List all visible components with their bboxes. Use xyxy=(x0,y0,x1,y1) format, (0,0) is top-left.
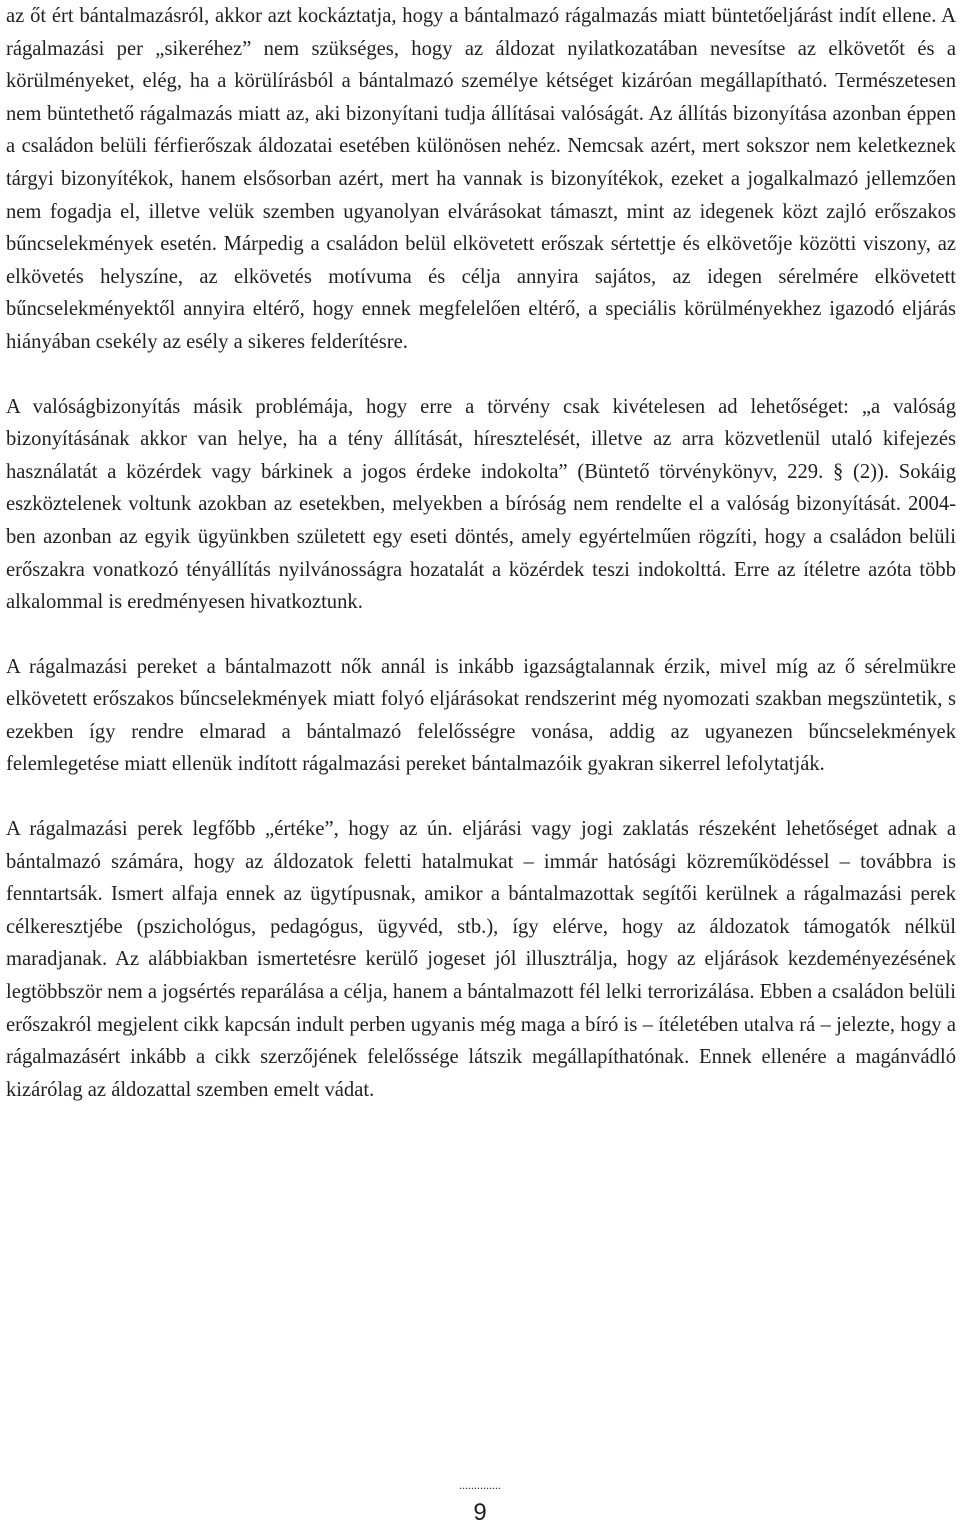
paragraph-2: A valóságbizonyítás másik problémája, hogy erre a törvény csak kivételesen ad lehetőséget: „a valóság bizonyításának akkor van helye, ha a tény állítását, híresztelését, illetve az arra közvetlenül utaló kifejezés használatát a közérdek vagy bárkinek a jogos érdeke indokolta” (Büntető törvénykönyv, 229. § (2)). Sokáig eszköztelenek voltunk azokban az esetekben, melyekben a bíróság nem rendelte el a valóság bizonyítását. 2004-ben azonban az egyik ügyünkben született egy eseti döntés, amely egyértelműen rögzíti, hogy a családon belüli erőszakra vonatkozó tényállítás nyilvánosságra hozatalát a közérdek teszi indokolttá. Erre az ítéletre azóta több alkalommal is eredményesen hivatkoztunk. xyxy=(6,395,956,614)
paragraph-4: A rágalmazási perek legfőbb „értéke”, hogy az ún. eljárási vagy jogi zaklatás részeként lehetőséget adnak a bántalmazó számára, hogy az áldozatok feletti hatalmukat – immár hatósági közreműködéssel – továbbra is fenntartsák. Ismert alfaja ennek az ügytípusnak, amikor a bántalmazottak segítői kerülnek a rágalmazási perek célkeresztjébe (pszichológus, pedagógus, ügyvéd, stb.), így elérve, hogy az áldozatok támogatók nélkül maradjanak. Az alábbiakban ismertetésre kerülő jogeset jól illusztrálja, hogy az eljárások kezdeményezésének legtöbbször nem a jogsértés reparálása a célja, hanem a bántalmazott fél lelki terrorizálása. Ebben a családon belüli erőszakról megjelent cikk kapcsán indult perben ugyanis még maga a bíró is – ítéletében utalva rá – jelezte, hogy a rágalmazásért inkább a cikk szerzőjének felelőssége látszik megállapíthatónak. Ennek ellenére a magánvádló kizárólag az áldozattal szemben emelt vádat. xyxy=(6,818,956,1101)
paragraph-1: az őt ért bántalmazásról, akkor azt kockáztatja, hogy a bántalmazó rágalmazás miatt büntetőeljárást indít ellene. A rágalmazási per „sikeréhez” nem szükséges, hogy az áldozat nyilatkozatában nevesítse az elkövetőt és a körülményeket, elég, ha a körülírásból a bántalmazó személye kétséget kizáróan megállapítható. Természetesen nem büntethető rágalmazás miatt az, aki bizonyítani tudja állításai valóságát. Az állítás bizonyítása azonban éppen a családon belüli férfierőszak áldozatai esetében különösen nehéz. Nemcsak azért, mert sokszor nem keletkeznek tárgyi bizonyítékok, hanem elsősorban azért, mert ha vannak is bizonyítékok, ezeket a jogalkalmazó jellemzően nem fogadja el, illetve velük szemben ugyanolyan elvárásokat támaszt, mint az idegenek közt zajló erőszakos bűncselekmények esetén. Márpedig a családon belül elkövetett erőszak sértettje és elkövetője közötti viszony, az elkövetés helyszíne, az elkövetés motívuma és célja annyira sajátos, az idegen sérelmére elkövetett bűncselekményektől annyira eltérő, hogy ennek megfelelően eltérő, a speciális körülményekhez igazodó eljárás hiányában csekély az esély a sikeres felderítésre. xyxy=(6,5,956,353)
page-number: 9 xyxy=(473,1499,487,1526)
paragraph-3: A rágalmazási pereket a bántalmazott nők annál is inkább igazságtalannak érzik, mivel míg az ő sérelmükre elkövetett erőszakos bűncselekmények miatt folyó eljárásokat rendszerint még nyomozati szakban megszüntetik, s ezekben így rendre elmarad a bántalmazó felelősségre vonása, addig az ugyanezen bűncselekmények felemlegetése miatt ellenük indított rágalmazási pereket bántalmazóik gyakran sikerrel lefolytatják. xyxy=(6,655,956,776)
page-footer xyxy=(0,1478,960,1528)
footer-separator: .............. xyxy=(459,1478,501,1492)
document-page xyxy=(6,0,956,1106)
